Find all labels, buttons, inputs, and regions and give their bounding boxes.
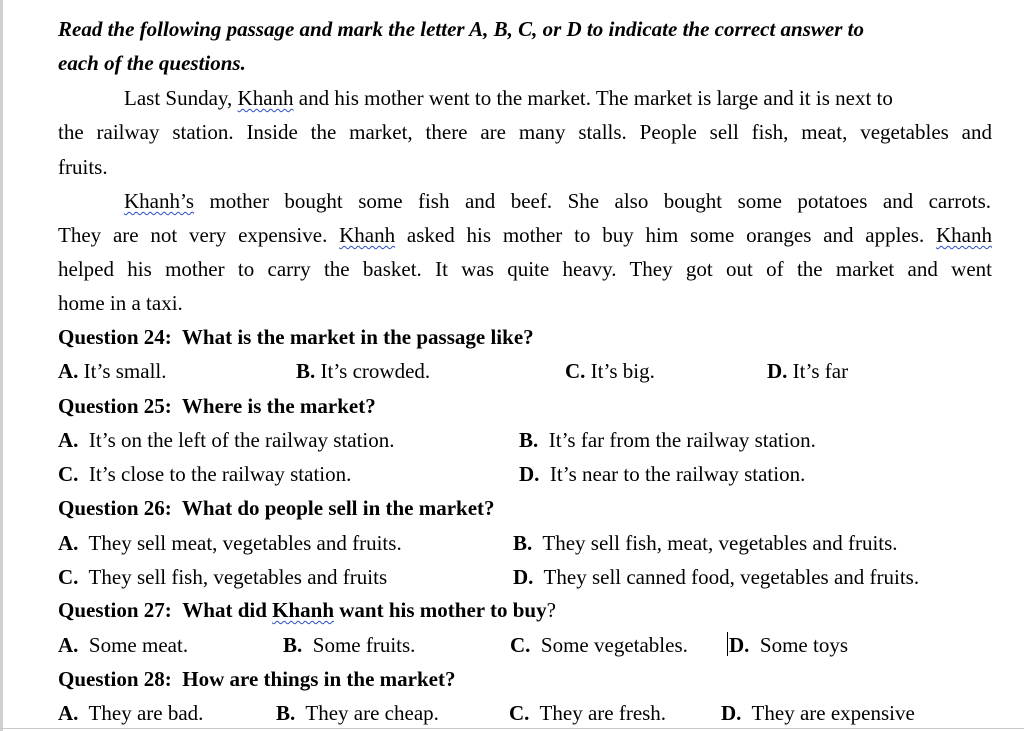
q26-option-c[interactable]: C. They sell fish, vegetables and fruits bbox=[58, 565, 388, 589]
question-24: Question 24: What is the market in the passage like? bbox=[58, 325, 534, 349]
q24-option-b[interactable]: B. It’s crowded. bbox=[296, 359, 431, 383]
q25-option-c[interactable]: C. It’s close to the railway station. bbox=[58, 462, 352, 486]
spellcheck-name: Khanh bbox=[237, 86, 294, 110]
q28-option-b[interactable]: B. They are cheap. bbox=[276, 701, 439, 725]
passage-p2-line-4: home in a taxi. bbox=[58, 291, 183, 315]
passage-p2-line-2: They are not very expensive. Khanh asked his mother to buy him some oranges and apples. Khanh bbox=[58, 223, 992, 247]
passage-p1-line-1: Last Sunday, Khanh and his mother went to the market. The market is large and it is next to bbox=[124, 86, 893, 110]
q24-option-c[interactable]: C. It’s big. bbox=[565, 359, 655, 383]
spellcheck-name: Khanh bbox=[936, 223, 992, 247]
q26-option-b[interactable]: B. They sell fish, meat, vegetables and fruits. bbox=[513, 531, 898, 555]
q25-option-a[interactable]: A. It’s on the left of the railway station. bbox=[58, 428, 395, 452]
instruction-line-1: Read the following passage and mark the letter A, B, C, or D to indicate the correct answer to bbox=[58, 17, 864, 41]
spellcheck-name: Khanh bbox=[272, 598, 335, 622]
q24-option-a[interactable]: A. It’s small. bbox=[58, 359, 167, 383]
question-28: Question 28: How are things in the market? bbox=[58, 667, 456, 691]
instruction-line-2: each of the questions. bbox=[58, 51, 246, 75]
q27-option-b[interactable]: B. Some fruits. bbox=[283, 633, 416, 657]
q26-option-a[interactable]: A. They sell meat, vegetables and fruits. bbox=[58, 531, 402, 555]
passage-p2-line-3: helped his mother to carry the basket. It was quite heavy. They got out of the market and went bbox=[58, 257, 992, 281]
text-cursor bbox=[727, 632, 728, 656]
q28-option-a[interactable]: A. They are bad. bbox=[58, 701, 204, 725]
question-25: Question 25: Where is the market? bbox=[58, 394, 376, 418]
q25-option-d[interactable]: D. It’s near to the railway station. bbox=[519, 462, 806, 486]
spellcheck-name: Khanh bbox=[339, 223, 396, 247]
q27-option-c[interactable]: C. Some vegetables. bbox=[510, 633, 688, 657]
q28-option-c[interactable]: C. They are fresh. bbox=[509, 701, 667, 725]
q25-option-b[interactable]: B. It’s far from the railway station. bbox=[519, 428, 816, 452]
question-27: Question 27: What did Khanh want his mother to buy? bbox=[58, 598, 556, 622]
q26-option-d[interactable]: D. They sell canned food, vegetables and fruits. bbox=[513, 565, 920, 589]
q28-option-d[interactable]: D. They are expensive bbox=[721, 701, 915, 725]
passage-p1-line-3: fruits. bbox=[58, 155, 108, 179]
q24-option-d[interactable]: D. It’s far bbox=[767, 359, 849, 383]
question-26: Question 26: What do people sell in the market? bbox=[58, 496, 495, 520]
left-page-edge bbox=[0, 0, 3, 731]
q27-option-a[interactable]: A. Some meat. bbox=[58, 633, 189, 657]
passage-p2-line-1: Khanh’s mother bought some fish and beef. She also bought some potatoes and carrots. bbox=[124, 189, 991, 213]
q27-option-d[interactable]: D. Some toys bbox=[729, 633, 849, 657]
page-bottom-edge bbox=[0, 728, 1024, 729]
spellcheck-name: Khanh’s bbox=[124, 189, 194, 213]
passage-p1-line-2: the railway station. Inside the market, there are many stalls. People sell fish, meat, vegetables and bbox=[58, 120, 992, 144]
